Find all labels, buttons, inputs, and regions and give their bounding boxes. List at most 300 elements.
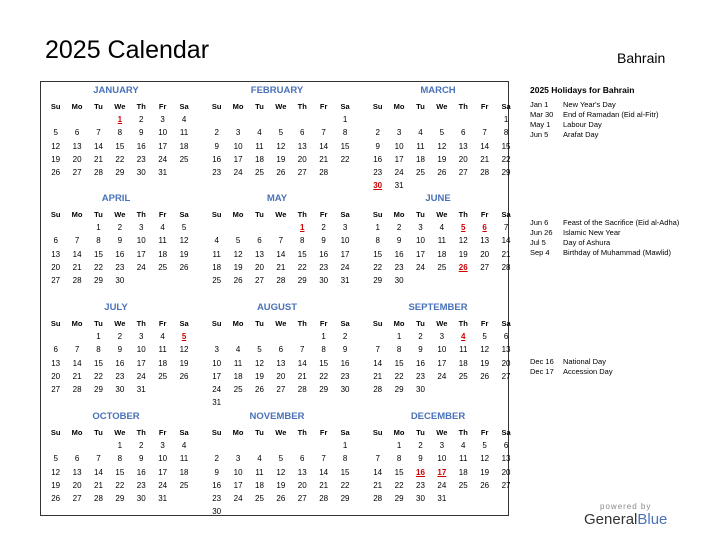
day: 30 [136,493,146,503]
weekday-header: We [275,210,287,219]
weekday-header: Su [372,319,383,328]
day: 20 [51,262,61,272]
weekday-header: Fr [480,428,489,437]
empty-cell [270,439,291,452]
day: 12 [233,249,243,259]
day: 10 [233,141,243,151]
day: 3 [235,454,241,464]
day: 18 [158,249,168,259]
weekday-header: Tu [94,210,103,219]
day: 19 [51,154,61,164]
day: 21 [94,154,103,164]
weekday-header: Mo [232,102,244,111]
day: 12 [51,141,61,151]
day: 12 [276,141,286,151]
day: 18 [212,262,222,272]
day: 18 [179,141,189,151]
day: 29 [94,384,103,394]
day: 19 [255,371,264,381]
day: 4 [160,332,165,342]
weekday-header: Tu [416,319,425,328]
day: 10 [158,128,168,138]
month-february [206,84,356,179]
weekday-header: Th [136,102,146,111]
day: 18 [437,249,447,259]
empty-cell [66,330,87,343]
day: 3 [342,223,348,233]
day: 24 [233,493,243,503]
day: 9 [396,236,402,246]
empty-cell [45,221,66,234]
weekday-header: Mo [71,428,83,437]
day: 17 [158,467,168,477]
empty-cell [410,113,431,126]
day: 9 [139,128,144,138]
holiday-row [530,218,693,228]
day: 27 [501,480,511,490]
empty-cell [45,439,66,452]
empty-cell [206,113,227,126]
day: 20 [255,262,264,272]
day: 31 [136,384,146,394]
day: 23 [394,262,404,272]
weekday-header: We [114,428,126,437]
empty-cell [270,113,291,126]
weekday-header: Su [372,102,383,111]
holiday-name: Labour Day [563,120,602,129]
empty-cell [66,221,87,234]
day: 3 [439,441,445,451]
day: 11 [255,141,264,151]
day: 14 [94,141,103,151]
day: 26 [480,480,490,490]
weekday-header: Fr [480,319,489,328]
holiday-day: 5 [461,223,466,233]
day: 11 [179,454,189,464]
day: 12 [255,358,264,368]
empty-cell [45,330,66,343]
day: 16 [373,154,383,164]
holiday-group-2 [530,218,693,258]
day: 22 [94,262,103,272]
brand-name [584,511,667,528]
day: 18 [233,371,243,381]
day: 11 [437,236,447,246]
empty-cell [270,221,291,234]
weekday-header: Sa [340,102,350,111]
day: 23 [212,493,222,503]
month-october [45,410,195,505]
weekday-header: Fr [158,210,167,219]
day: 25 [437,262,447,272]
day: 11 [179,128,189,138]
holiday-date: Mar 30 [530,110,554,119]
day: 24 [233,167,243,177]
day: 17 [136,358,146,368]
day: 26 [179,371,189,381]
day: 17 [437,358,447,368]
day: 25 [416,167,425,177]
weekday-header: Su [50,210,61,219]
day: 23 [115,262,125,272]
day: 1 [396,441,402,451]
holiday-date: May 1 [530,120,551,129]
day: 17 [416,249,425,259]
day: 11 [416,141,425,151]
month-july [45,301,195,396]
empty-cell [367,439,388,452]
brand-blue: Blue [637,511,668,528]
day: 22 [501,154,511,164]
day: 30 [416,384,425,394]
day: 15 [373,249,383,259]
day: 27 [255,275,264,285]
day: 2 [321,223,326,233]
day: 9 [117,345,123,355]
brand-logo [584,502,667,528]
day: 9 [214,467,219,477]
day: 5 [235,236,241,246]
day: 17 [233,154,243,164]
day: 22 [394,371,404,381]
holiday-row [530,357,693,367]
brand-general: General [584,511,638,528]
day: 9 [139,454,144,464]
empty-cell [270,330,291,343]
weekday-header: Th [297,210,307,219]
day: 16 [416,358,425,368]
empty-cell [227,221,248,234]
weekday-header: Mo [232,428,244,437]
day: 2 [214,128,219,138]
weekday-header: Su [50,319,61,328]
month-september [367,301,517,396]
weekday-header: Tu [255,428,264,437]
day: 20 [501,467,511,477]
holiday-date: Jun 6 [530,218,549,227]
holiday-day: 30 [373,181,383,191]
day: 19 [437,154,447,164]
day: 26 [51,493,61,503]
day: 22 [373,262,383,272]
weekday-header: Fr [319,210,328,219]
day: 26 [276,493,286,503]
day: 5 [53,128,58,138]
weekday-header: Sa [340,428,350,437]
day: 10 [233,467,243,477]
day: 29 [115,493,125,503]
weekday-header: Sa [179,102,189,111]
empty-cell [249,439,270,452]
holiday-name: National Day [563,357,606,366]
country-label: Bahrain [617,50,666,66]
holiday-day: 5 [181,332,187,342]
holiday-date: Jul 5 [530,238,546,247]
day: 10 [212,358,222,368]
holiday-row [530,130,693,140]
weekday-header: Tu [255,102,264,111]
day: 2 [418,332,423,342]
day: 18 [458,358,468,368]
day: 18 [179,467,189,477]
day: 13 [501,454,511,464]
day: 13 [255,249,264,259]
day: 22 [340,154,350,164]
day: 4 [439,223,445,233]
day: 20 [72,480,82,490]
weekday-header: Su [50,428,61,437]
holiday-row [530,367,693,377]
day: 15 [501,141,511,151]
holiday-group-3 [530,357,693,377]
day: 2 [342,332,348,342]
empty-cell [453,113,474,126]
empty-cell [292,439,313,452]
day: 1 [396,332,402,342]
weekday-header: We [114,210,126,219]
holiday-name: End of Ramadan (Eid al-Fitr) [563,110,659,119]
day: 31 [437,493,447,503]
day: 10 [158,454,168,464]
day: 29 [394,384,404,394]
weekday-header: Su [50,102,61,111]
month-name: JUNE [425,193,451,204]
month-december [367,410,517,505]
day: 27 [51,275,61,285]
day: 4 [181,115,187,125]
day: 20 [297,480,307,490]
day: 9 [321,236,326,246]
day: 21 [94,480,103,490]
empty-cell [206,330,227,343]
weekday-header: Th [297,102,307,111]
day: 24 [437,480,447,490]
day: 24 [136,262,146,272]
empty-cell [249,113,270,126]
day: 1 [117,441,123,451]
weekday-header: Mo [393,210,405,219]
day: 12 [276,467,286,477]
day: 12 [437,141,447,151]
day: 28 [319,167,329,177]
day: 19 [276,154,286,164]
day: 7 [96,128,101,138]
day: 23 [416,480,425,490]
day: 28 [297,384,307,394]
day: 3 [235,128,241,138]
day: 4 [214,236,219,246]
day: 6 [53,345,58,355]
day: 30 [136,167,146,177]
day: 10 [437,454,447,464]
day: 4 [257,454,262,464]
day: 31 [158,167,168,177]
day: 24 [136,371,146,381]
weekday-header: Th [458,428,468,437]
day: 13 [458,141,468,151]
weekday-header: Su [372,428,383,437]
day: 7 [278,236,284,246]
day: 6 [53,236,58,246]
day: 23 [212,167,222,177]
day: 2 [117,223,123,233]
empty-cell [431,113,452,126]
day: 15 [94,358,103,368]
weekday-header: Mo [71,102,83,111]
day: 8 [117,128,123,138]
day: 25 [212,275,222,285]
day: 29 [94,275,103,285]
day: 30 [340,384,350,394]
weekday-header: Tu [94,428,103,437]
day: 14 [373,358,383,368]
day: 29 [373,275,383,285]
holiday-row [530,228,693,238]
day: 17 [394,154,404,164]
day: 19 [179,249,189,259]
day: 16 [136,141,146,151]
day: 11 [212,249,221,259]
day: 12 [480,345,490,355]
day: 11 [459,345,468,355]
day: 3 [139,223,144,233]
weekday-header: Fr [480,210,489,219]
day: 14 [480,141,490,151]
month-name: JULY [104,302,128,313]
day: 7 [74,345,80,355]
day: 29 [394,493,404,503]
weekday-header: Sa [179,428,189,437]
day: 29 [297,275,307,285]
day: 20 [501,358,511,368]
day: 10 [437,345,447,355]
month-march [367,84,517,192]
weekday-header: We [436,428,448,437]
holiday-day: 1 [300,223,305,233]
day: 21 [480,154,490,164]
holiday-row [530,110,693,120]
holiday-day: 26 [458,262,468,272]
month-june [367,192,517,287]
day: 8 [96,236,101,246]
weekday-header: Th [458,210,468,219]
day: 25 [255,167,264,177]
day: 23 [340,371,350,381]
day: 26 [276,167,286,177]
holiday-date: Dec 17 [530,367,554,376]
day: 13 [51,249,61,259]
day: 30 [319,275,329,285]
holiday-date: Jan 1 [530,100,549,109]
holiday-day: 17 [437,467,447,477]
day: 18 [416,154,425,164]
weekday-header: Th [458,319,468,328]
day: 17 [233,480,243,490]
holiday-name: Feast of the Sacrifice (Eid al-Adha) [563,218,680,227]
day: 4 [235,345,241,355]
day: 21 [319,154,329,164]
month-name: AUGUST [256,302,298,313]
day: 15 [394,467,404,477]
day: 23 [319,262,329,272]
day: 30 [394,275,404,285]
day: 10 [136,345,146,355]
day: 23 [115,371,125,381]
day: 1 [321,332,326,342]
day: 23 [373,167,383,177]
month-january [45,84,195,179]
holiday-name: Day of Ashura [563,238,611,247]
day: 29 [340,493,350,503]
holiday-name: New Year's Day [563,100,616,109]
empty-cell [313,439,334,452]
month-name: SEPTEMBER [408,302,468,313]
day: 5 [181,223,187,233]
day: 18 [158,358,168,368]
empty-cell [313,113,334,126]
day: 14 [72,249,82,259]
day: 15 [297,249,307,259]
day: 24 [158,480,168,490]
day: 12 [458,236,468,246]
day: 3 [139,332,144,342]
day: 17 [158,141,168,151]
weekday-header: Tu [94,102,103,111]
day: 7 [74,236,80,246]
day: 12 [480,454,490,464]
day: 13 [51,358,61,368]
day: 1 [96,223,101,233]
day: 15 [115,141,125,151]
empty-cell [292,330,313,343]
weekday-header: We [436,319,448,328]
day: 28 [72,384,82,394]
weekday-header: Sa [340,319,350,328]
month-name: OCTOBER [92,411,140,422]
day: 26 [51,167,61,177]
weekday-header: Th [136,319,146,328]
page-title: 2025 Calendar [45,36,210,64]
empty-cell [88,113,109,126]
day: 16 [115,358,125,368]
day: 15 [319,358,329,368]
day: 8 [342,454,348,464]
day: 28 [501,262,511,272]
day: 14 [319,467,329,477]
day: 29 [319,384,329,394]
day: 14 [373,467,383,477]
month-name: MARCH [420,85,456,96]
weekday-header: Fr [158,102,167,111]
day: 8 [396,454,402,464]
holiday-day: 1 [117,115,123,125]
day: 16 [319,249,329,259]
weekday-header: Tu [255,210,264,219]
empty-cell [474,113,495,126]
weekday-header: Su [211,102,222,111]
day: 4 [160,223,165,233]
holiday-row [530,100,693,110]
day: 22 [394,480,404,490]
day: 12 [179,345,189,355]
holiday-date: Dec 16 [530,357,554,366]
day: 31 [158,493,168,503]
day: 16 [115,249,125,259]
day: 17 [340,249,350,259]
day: 26 [233,275,243,285]
day: 6 [74,454,80,464]
day: 5 [482,332,487,342]
